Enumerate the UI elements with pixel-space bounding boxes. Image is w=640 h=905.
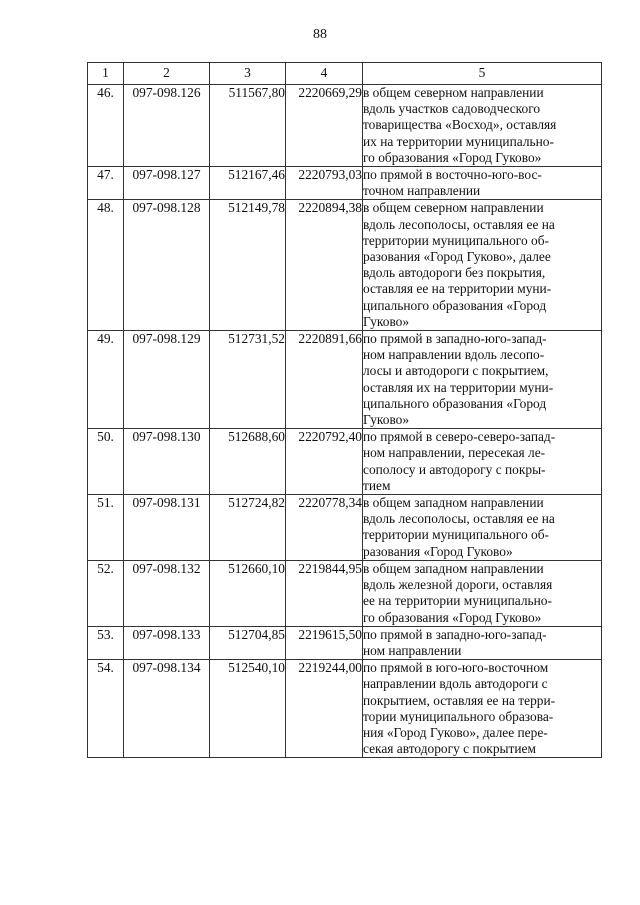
header-col-4: 4 <box>286 63 363 85</box>
coordinate-y: 2220894,38 <box>286 200 363 331</box>
table-row <box>88 200 602 331</box>
coordinate-y: 2220792,40 <box>286 429 363 495</box>
coordinate-x: 512149,78 <box>210 200 286 331</box>
coordinate-y: 2220778,34 <box>286 495 363 561</box>
segment-description: по прямой в западно-юго-запад- ном направлении вдоль лесопо- лосы и автодороги с покрытием, оставляя их на территории муни- ципального образования «Город Гуково» <box>363 331 602 429</box>
segment-code: 097-098.127 <box>124 167 210 200</box>
coordinate-x: 512167,46 <box>210 167 286 200</box>
coordinate-y: 2220669,29 <box>286 85 363 167</box>
row-number: 46. <box>88 85 124 167</box>
segment-description: в общем северном направлении вдоль участков садоводческого товарищества «Восход», оставляя их на территории муниципально- го образования «Город Гуково» <box>363 85 602 167</box>
boundary-points-table <box>87 62 602 758</box>
coordinate-y: 2220793,03 <box>286 167 363 200</box>
header-col-3: 3 <box>210 63 286 85</box>
segment-description: в общем западном направлении вдоль железной дороги, оставляя ее на территории муниципально- го образования «Город Гуково» <box>363 560 602 626</box>
coordinate-y: 2219615,50 <box>286 626 363 659</box>
coordinate-y: 2220891,66 <box>286 331 363 429</box>
row-number: 53. <box>88 626 124 659</box>
coordinate-x: 512704,85 <box>210 626 286 659</box>
coordinate-x: 512724,82 <box>210 495 286 561</box>
page-number: 88 <box>313 27 327 42</box>
header-col-2: 2 <box>124 63 210 85</box>
row-number: 50. <box>88 429 124 495</box>
segment-code: 097-098.129 <box>124 331 210 429</box>
segment-code: 097-098.134 <box>124 660 210 758</box>
segment-description: по прямой в восточно-юго-вос- точном направлении <box>363 167 602 200</box>
segment-code: 097-098.133 <box>124 626 210 659</box>
row-number: 51. <box>88 495 124 561</box>
coordinate-y: 2219244,00 <box>286 660 363 758</box>
row-number: 49. <box>88 331 124 429</box>
segment-code: 097-098.126 <box>124 85 210 167</box>
row-number: 47. <box>88 167 124 200</box>
segment-description: по прямой в юго-юго-восточном направлении вдоль автодороги с покрытием, оставляя ее на терри- тории муниципального образова- ния «Город Гуково», далее пере- секая автодорогу с покрытием <box>363 660 602 758</box>
coordinate-y: 2219844,95 <box>286 560 363 626</box>
table-row <box>88 626 602 659</box>
table-row <box>88 560 602 626</box>
segment-description: по прямой в западно-юго-запад- ном направлении <box>363 626 602 659</box>
row-number: 48. <box>88 200 124 331</box>
segment-code: 097-098.132 <box>124 560 210 626</box>
segment-code: 097-098.128 <box>124 200 210 331</box>
table-row <box>88 85 602 167</box>
table-row <box>88 429 602 495</box>
table-row <box>88 660 602 758</box>
header-col-5: 5 <box>363 63 602 85</box>
segment-description: по прямой в северо-северо-запад- ном направлении, пересекая ле- сополосу и автодорогу с покры- тием <box>363 429 602 495</box>
header-col-1: 1 <box>88 63 124 85</box>
table-row <box>88 495 602 561</box>
coordinate-x: 512688,60 <box>210 429 286 495</box>
coordinate-x: 512540,10 <box>210 660 286 758</box>
segment-code: 097-098.131 <box>124 495 210 561</box>
coordinate-x: 511567,80 <box>210 85 286 167</box>
segment-description: в общем западном направлении вдоль лесополосы, оставляя ее на территории муниципального об- разования «Город Гуково» <box>363 495 602 561</box>
row-number: 52. <box>88 560 124 626</box>
coordinate-x: 512660,10 <box>210 560 286 626</box>
coordinate-x: 512731,52 <box>210 331 286 429</box>
table-header-row <box>88 63 602 85</box>
segment-code: 097-098.130 <box>124 429 210 495</box>
row-number: 54. <box>88 660 124 758</box>
segment-description: в общем северном направлении вдоль лесополосы, оставляя ее на территории муниципального об- разования «Город Гуково», далее вдоль автодороги без покрытия, оставляя ее на территории муни- ципального образования «Город Гуково» <box>363 200 602 331</box>
table-row <box>88 167 602 200</box>
table-row <box>88 331 602 429</box>
